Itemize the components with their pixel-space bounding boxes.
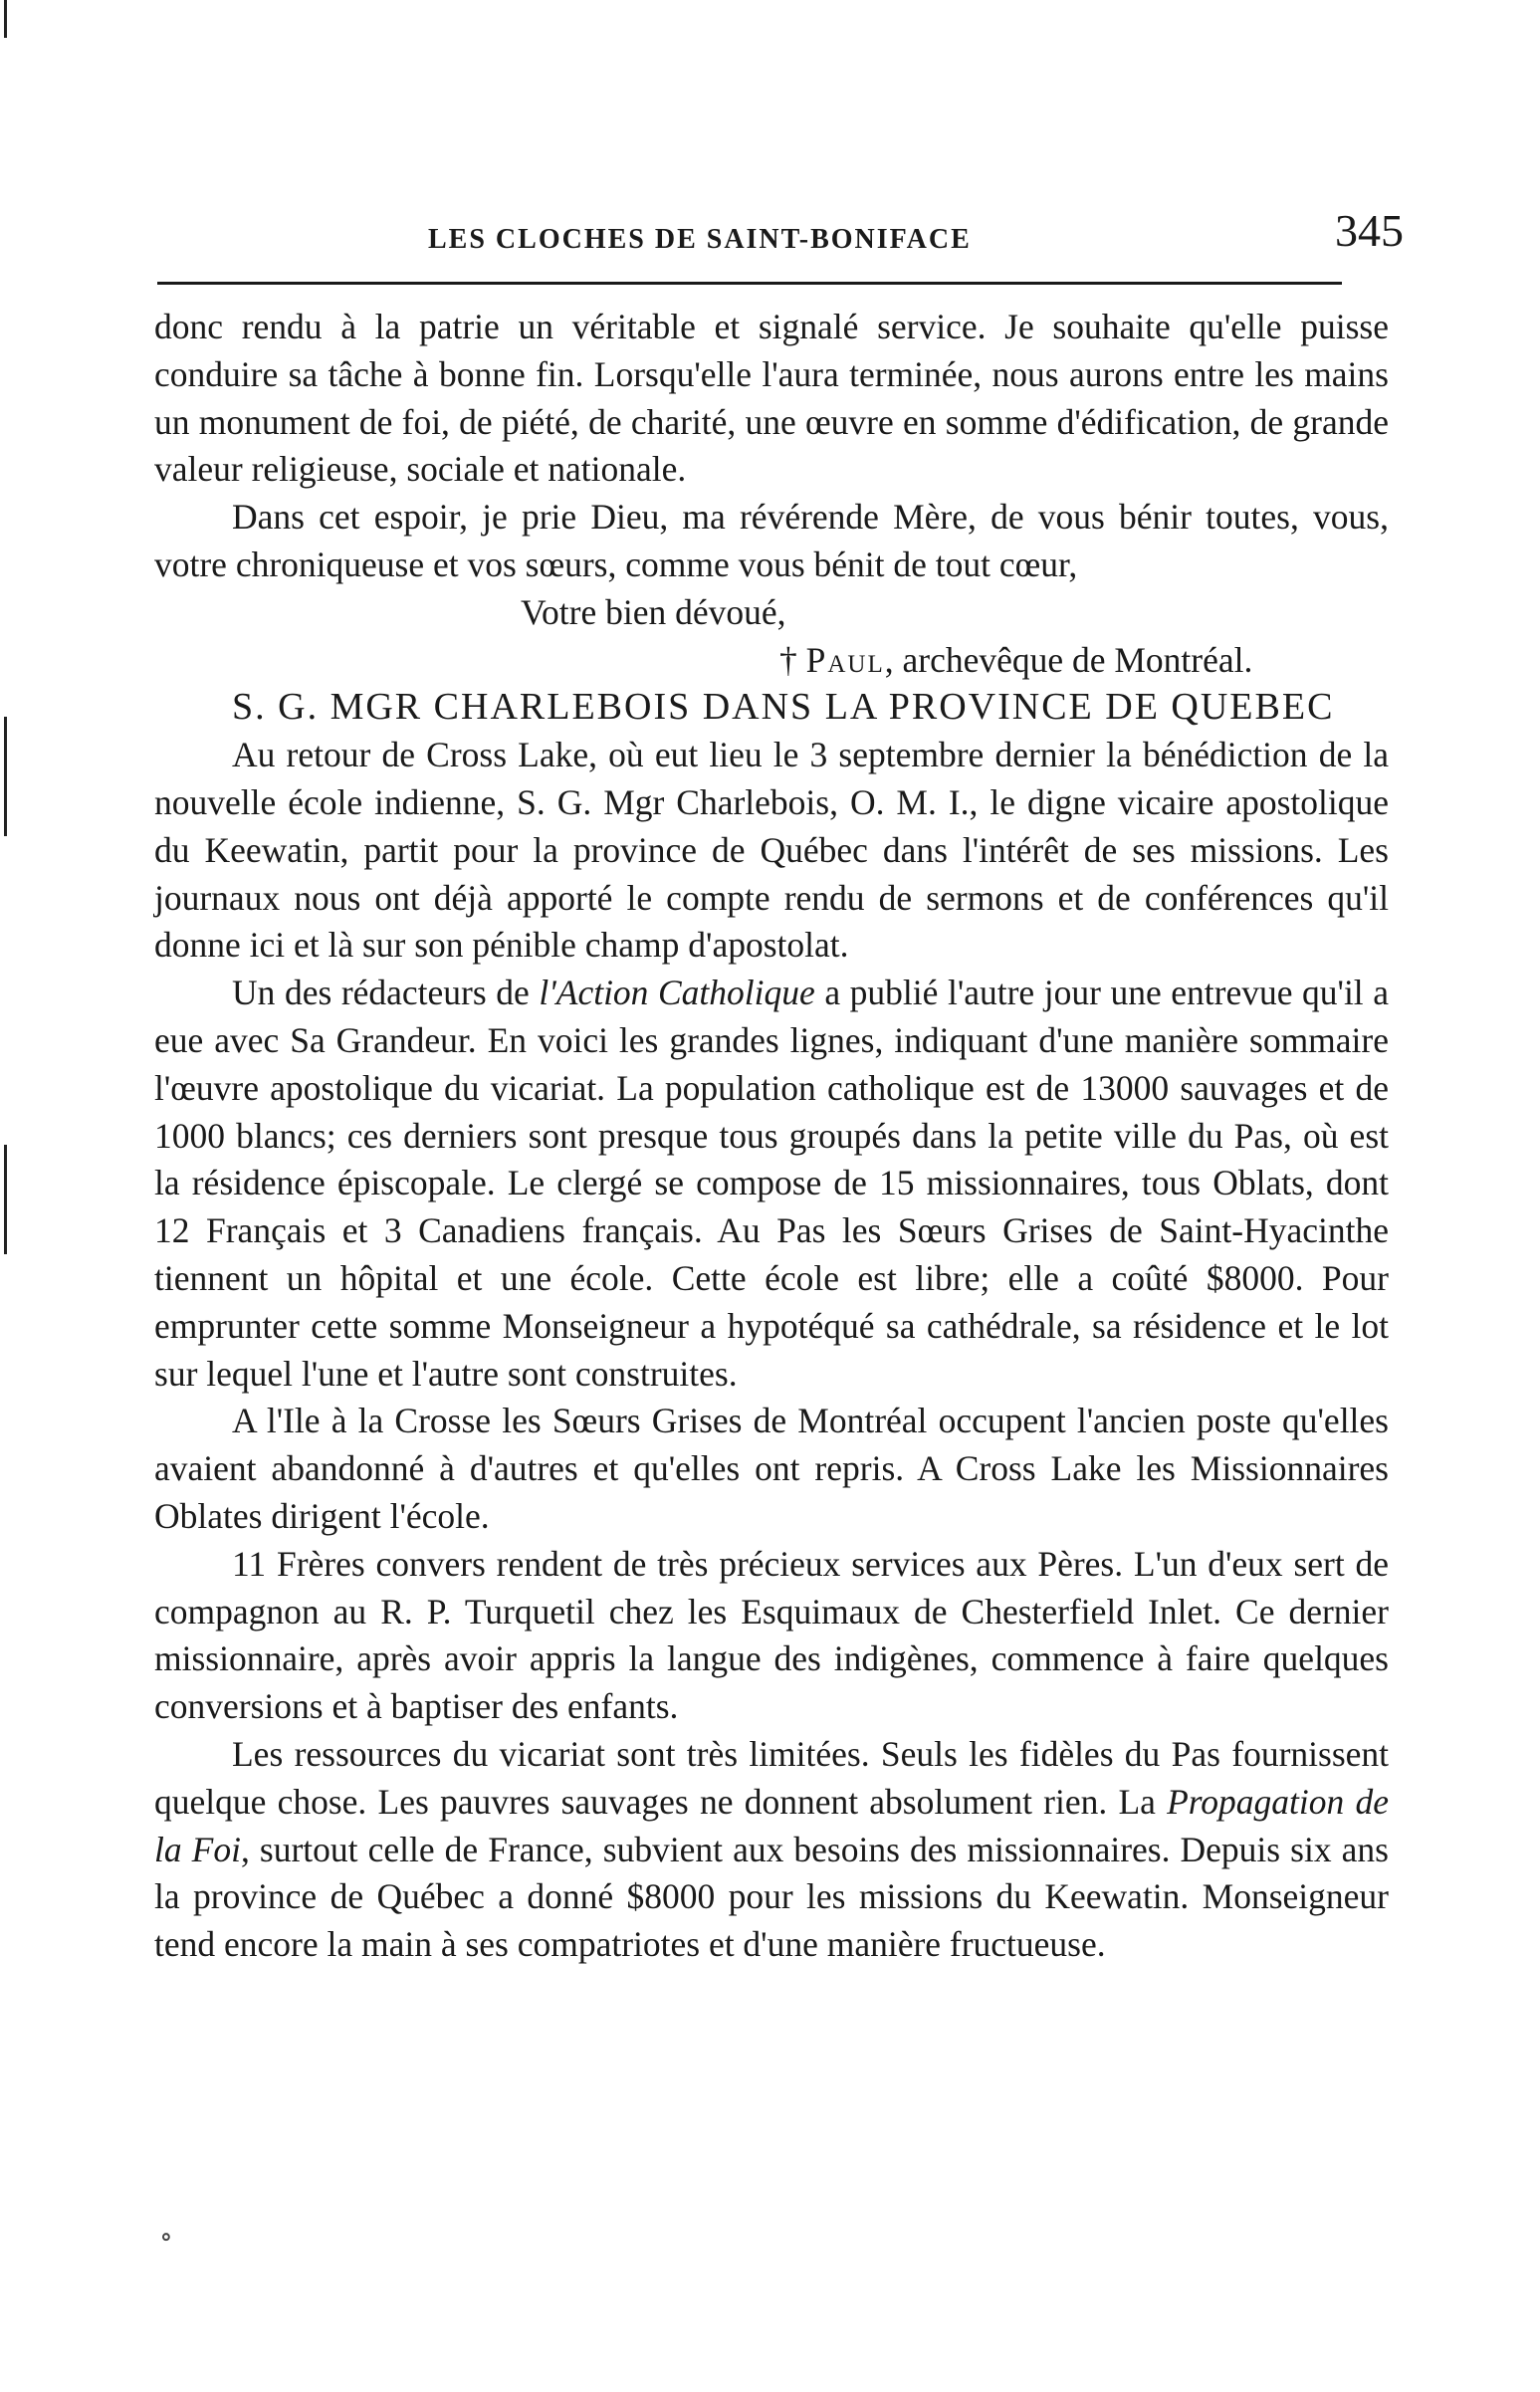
signature-name: Paul [805,639,885,680]
letter-paragraph: Dans cet espoir, je prie Dieu, ma révérende Mère, de vous bénir toutes, vous, votre chroniqueuse et vos sœurs, comme vous bénit de tout cœur, [154,497,1389,584]
newspaper-title: l'Action Catholique [539,973,815,1013]
scan-edge-mark-lower [4,1145,7,1254]
scan-edge-mark-middle [4,717,7,836]
article-paragraph: Au retour de Cross Lake, où eut lieu le 3 septembre dernier la bénédiction de la nouvelle école indienne, S. G. Mgr Charlebois, O. M. I., le digne vicaire apostolique du Keewatin, partit pour la province de Québec dans l'intérêt de ses missions. Les journaux nous ont déjà apporté le compte rendu de sermons et de conférences qu'il donne ici et là sur son pénible champ d'apostolat. [154,735,1389,966]
scan-edge-mark-top [4,0,7,38]
article-paragraph [154,1731,1389,1969]
signature-title: , archevêque de Montréal. [884,639,1253,680]
signature-cross: † [779,639,797,680]
paragraph-text: Un des rédacteurs de [232,973,540,1013]
running-title: LES CLOCHES DE SAINT-BONIFACE [428,224,972,255]
paragraph-text: , surtout celle de France, subvient aux besoins des missionnaires. Depuis six ans la province de Québec a donné $8000 pour les missions du Keewatin. Monseigneur tend encore la main à ses compatriotes et d'une manière fructueuse. [154,1829,1389,1965]
letter-closing: Votre bien dévoué, [521,591,786,632]
article-paragraph: 11 Frères convers rendent de très précieux services aux Pères. L'un d'eux sert de compagnon au R. P. Turquetil chez les Esquimaux de Chesterfield Inlet. Ce dernier missionnaire, après avoir appris la langue des indigènes, commence à faire quelques conversions et à baptiser des enfants. [154,1543,1389,1727]
page-number: 345 [1335,205,1404,256]
paragraph-text: a publié l'autre jour une entrevue qu'il a eue avec Sa Grandeur. En voici les grandes lignes, indiquant d'une manière sommaire l'œuvre apostolique du vicariat. La population catholique est de 13000 sauvages et de 1000 blancs; ces derniers sont presque tous groupés dans la petite ville du Pas, où est la résidence épiscopale. Le clergé se compose de 15 missionnaires, tous Oblats, dont 12 Français et 3 Canadiens français. Au Pas les Sœurs Grises de Saint-Hyacinthe tiennent un hôpital et une école. Cette école est libre; elle a coûté $8000. Pour emprunter cette somme Monseigneur a hypotéqué sa cathédrale, sa résidence et le lot sur lequel l'une et l'autre sont construites. [154,973,1389,1394]
article-paragraph [154,970,1389,1398]
article-paragraph: A l'Ile à la Crosse les Sœurs Grises de Montréal occupent l'ancien poste qu'elles avaient abandonné à d'autres et qu'elles ont repris. A Cross Lake les Missionnaires Oblates dirigent l'école. [154,1401,1389,1536]
page-header [149,204,1404,284]
page-body [154,304,1389,1969]
letter-signature [154,637,1389,685]
article-title: S. G. MGR CHARLEBOIS DANS LA PROVINCE DE QUEBEC [232,686,1335,729]
letter-paragraph: donc rendu à la patrie un véritable et signalé service. Je souhaite qu'elle puisse conduire sa tâche à bonne fin. Lorsqu'elle l'aura terminée, nous aurons entre les mains un monument de foi, de piété, de charité, une œuvre en somme d'édification, de grande valeur religieuse, sociale et nationale. [154,307,1389,490]
header-rule [157,282,1342,285]
paragraph-text: Les ressources du vicariat sont très limitées. Seuls les fidèles du Pas fournissent quelque chose. Les pauvres sauvages ne donnent absolument rien. La [154,1733,1389,1822]
stray-ink-mark: ∘ [159,2222,173,2253]
organization-title: Propagation de la Foi [154,1781,1389,1869]
